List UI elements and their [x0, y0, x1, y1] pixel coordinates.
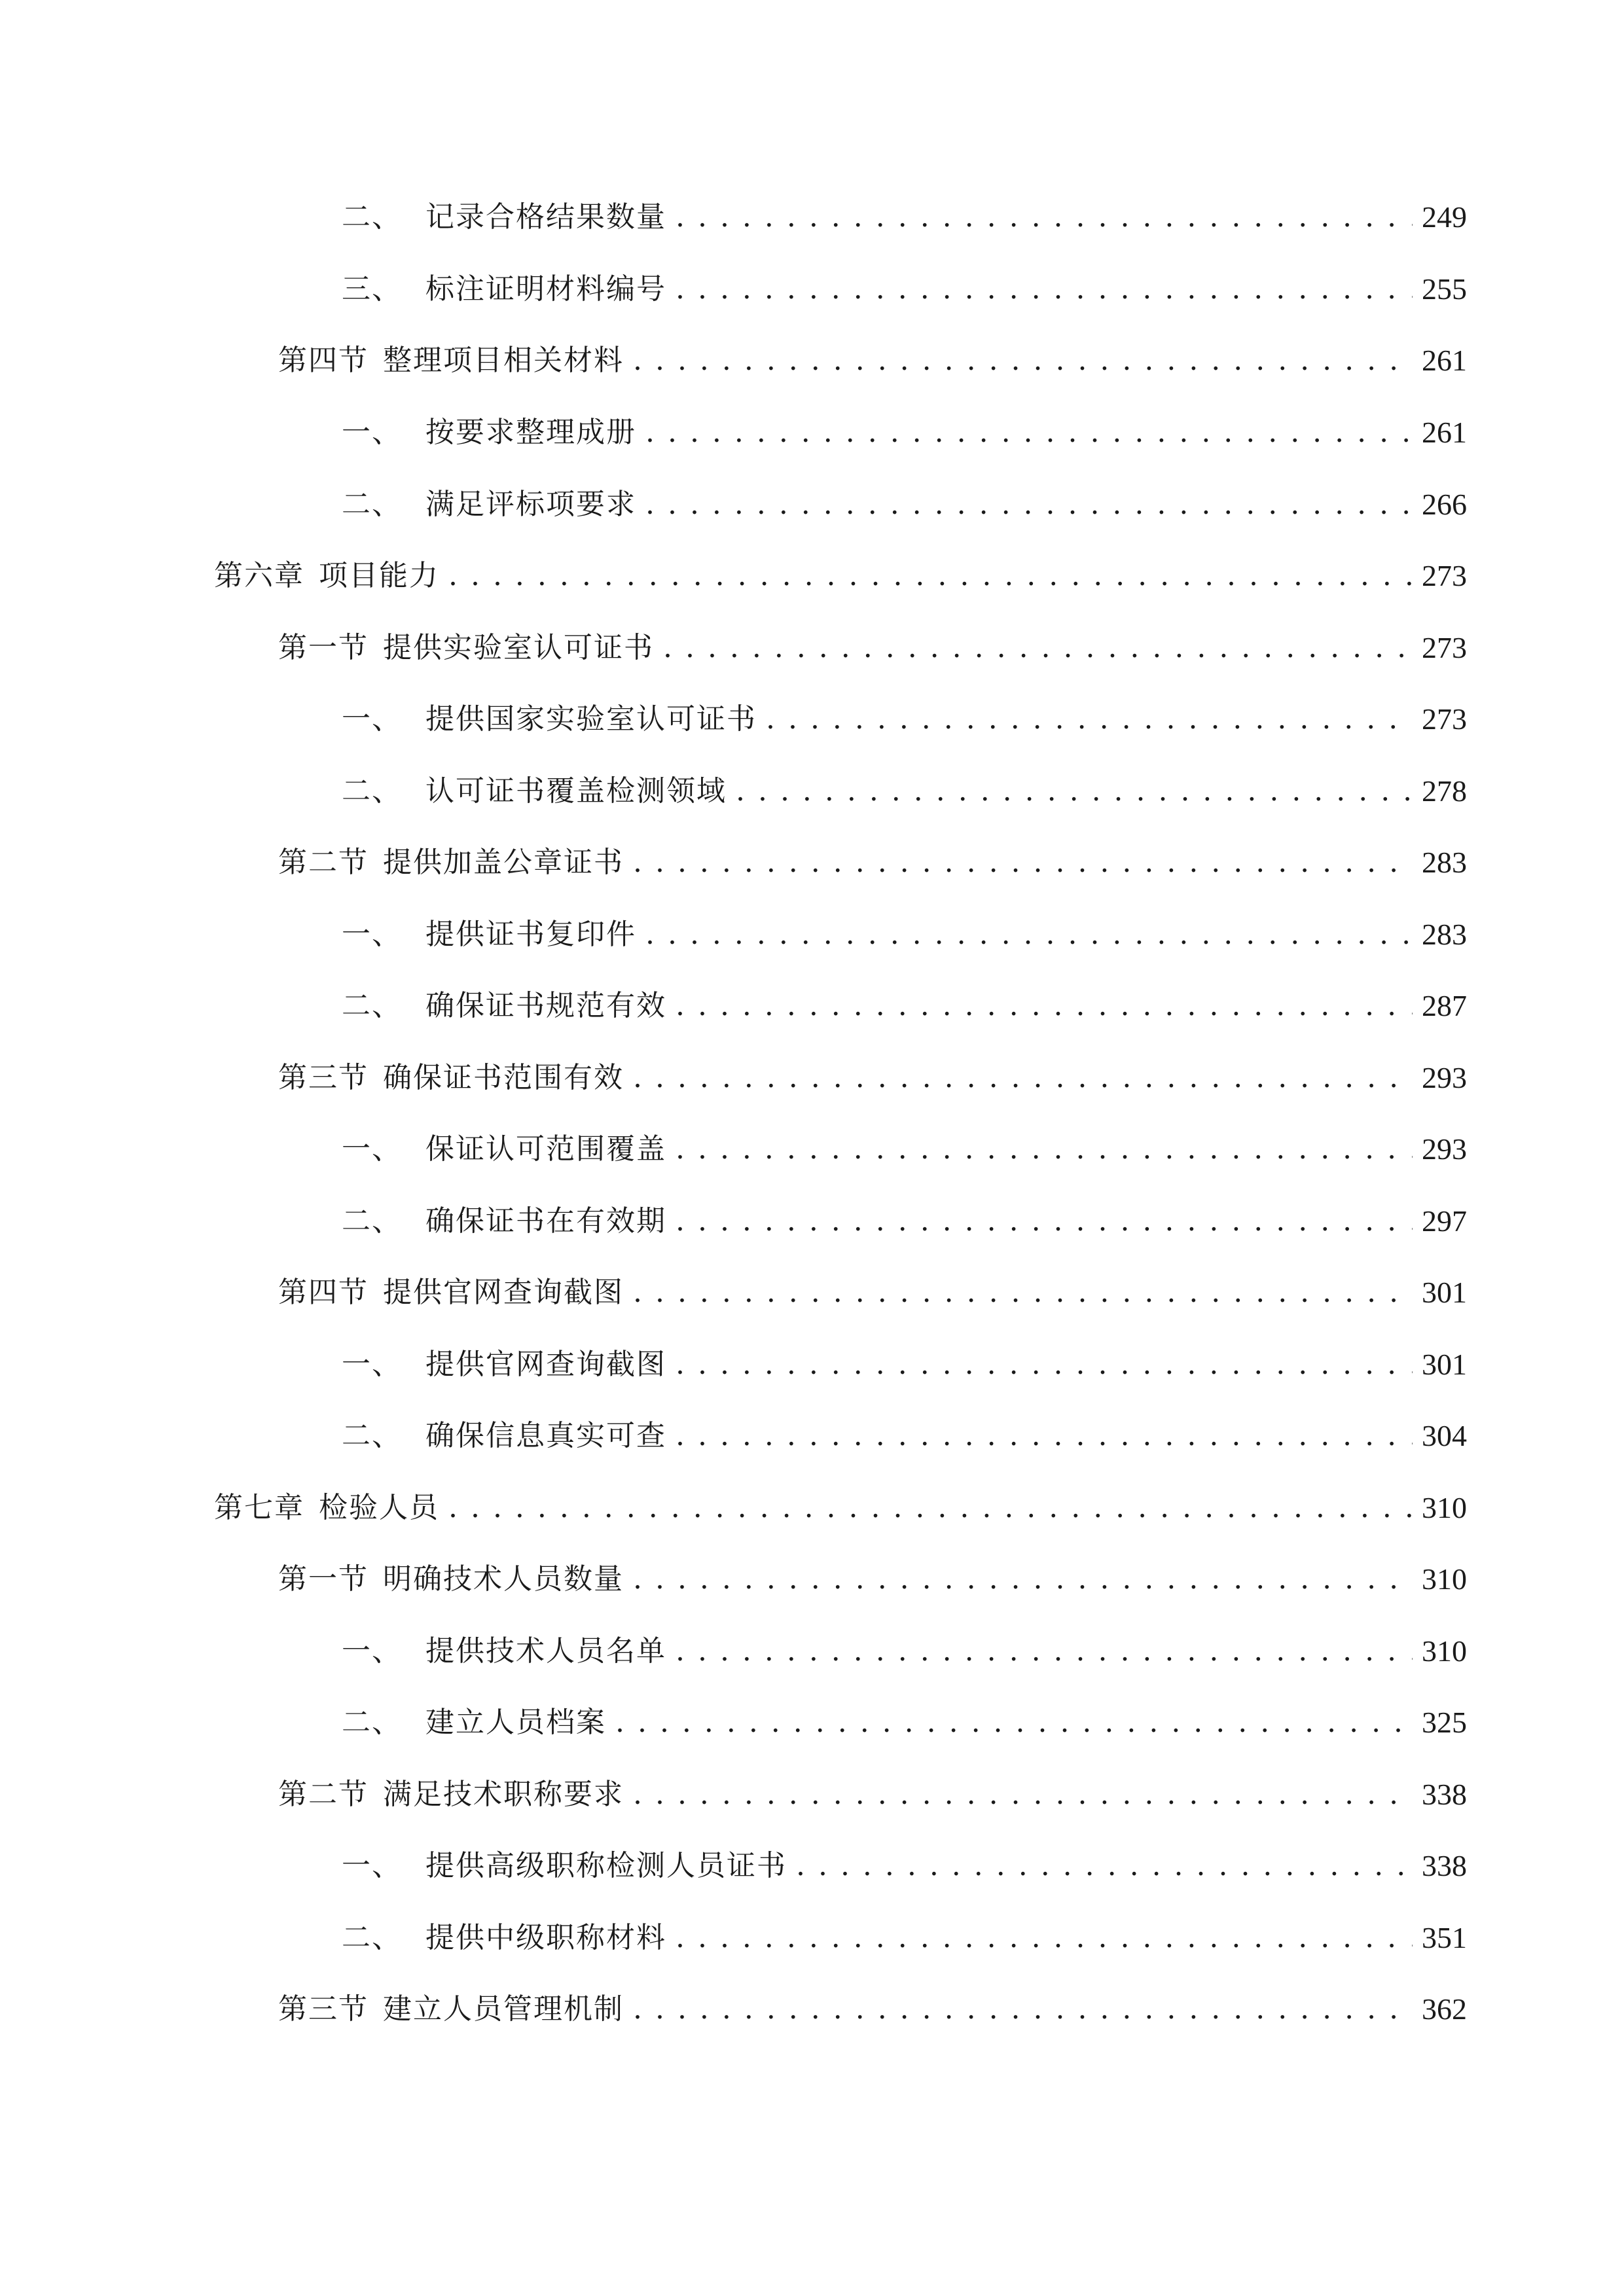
- toc-entry-number: 二、: [342, 774, 402, 808]
- toc-entry-title: 记录合格结果数量: [425, 200, 666, 234]
- toc-page-number: 310: [1422, 1634, 1467, 1668]
- toc-dot-leader: [645, 908, 1413, 961]
- toc-entry-title: 提供官网查询截图: [383, 1276, 624, 1309]
- toc-page-number: 273: [1422, 702, 1467, 736]
- toc-entry-number: 一、: [342, 1849, 402, 1882]
- toc-dot-leader: [633, 1553, 1413, 1605]
- toc-entry-number: 第二节: [278, 1778, 369, 1811]
- toc-entry-subitem[interactable]: [342, 693, 1467, 745]
- toc-entry-chapter[interactable]: [214, 550, 1467, 602]
- toc-dot-leader: [676, 1410, 1413, 1462]
- toc-dot-leader: [633, 1052, 1413, 1104]
- toc-entry-number: 第七章: [214, 1491, 304, 1524]
- toc-dot-leader: [676, 1912, 1413, 1964]
- toc-page-number: 304: [1422, 1419, 1467, 1452]
- toc-dot-leader: [615, 1696, 1413, 1749]
- toc-entry-subitem[interactable]: [342, 1195, 1467, 1247]
- toc-entry-subitem[interactable]: [342, 908, 1467, 961]
- toc-dot-leader: [676, 263, 1413, 315]
- toc-entry-number: 二、: [342, 1204, 402, 1238]
- toc-entry-title: 满足技术职称要求: [383, 1778, 624, 1811]
- toc-dot-leader: [676, 1625, 1413, 1677]
- toc-entry-title: 提供国家实验室认可证书: [425, 702, 757, 736]
- toc-dot-leader: [676, 191, 1413, 243]
- toc-entry-title: 确保证书规范有效: [425, 989, 666, 1022]
- toc-dot-leader: [633, 1266, 1413, 1319]
- toc-entry-title: 建立人员档案: [425, 1706, 606, 1739]
- toc-entry-title: 提供技术人员名单: [425, 1634, 666, 1668]
- toc-entry-title: 提供中级职称材料: [425, 1921, 666, 1954]
- toc-entry-title: 保证认可范围覆盖: [425, 1132, 666, 1166]
- toc-entry-subitem[interactable]: [342, 1840, 1467, 1892]
- toc-entry-number: 一、: [342, 1348, 402, 1381]
- toc-dot-leader: [633, 334, 1413, 387]
- toc-dot-leader: [633, 836, 1413, 889]
- toc-page-number: 293: [1422, 1061, 1467, 1094]
- toc-page-number: 266: [1422, 488, 1467, 521]
- toc-entry-number: 一、: [342, 1634, 402, 1668]
- toc-entry-number: 二、: [342, 1419, 402, 1452]
- toc-entry-section[interactable]: [278, 1266, 1467, 1319]
- toc-entry-number: 第四节: [278, 344, 369, 377]
- toc-page-number: 283: [1422, 846, 1467, 879]
- toc-entry-title: 按要求整理成册: [425, 416, 636, 449]
- toc-entry-section[interactable]: [278, 334, 1467, 387]
- toc-entry-title: 标注证明材料编号: [425, 272, 666, 306]
- toc-page-number: 287: [1422, 989, 1467, 1022]
- toc-page-number: 362: [1422, 1992, 1467, 2026]
- toc-dot-leader: [448, 550, 1413, 602]
- toc-entry-subitem[interactable]: [342, 1338, 1467, 1391]
- toc-entry-number: 第一节: [278, 631, 369, 664]
- toc-entry-title: 整理项目相关材料: [383, 344, 624, 377]
- toc-entry-title: 检验人员: [319, 1491, 439, 1524]
- toc-entry-title: 提供高级职称检测人员证书: [425, 1849, 787, 1882]
- toc-entry-title: 提供证书复印件: [425, 918, 636, 951]
- toc-page-number: 283: [1422, 918, 1467, 951]
- toc-entry-subitem[interactable]: [342, 191, 1467, 243]
- toc-page-number: 261: [1422, 416, 1467, 449]
- toc-dot-leader: [676, 1195, 1413, 1247]
- toc-entry-section[interactable]: [278, 1052, 1467, 1104]
- toc-entry-subitem[interactable]: [342, 980, 1467, 1032]
- toc-dot-leader: [645, 478, 1413, 531]
- toc-page-number: 338: [1422, 1778, 1467, 1811]
- toc-entry-subitem[interactable]: [342, 1625, 1467, 1677]
- toc-entry-section[interactable]: [278, 1553, 1467, 1605]
- toc-entry-number: 二、: [342, 1921, 402, 1954]
- toc-entry-title: 提供实验室认可证书: [383, 631, 654, 664]
- toc-entry-number: 第四节: [278, 1276, 369, 1309]
- toc-page-number: 255: [1422, 272, 1467, 306]
- toc-entry-number: 一、: [342, 1132, 402, 1166]
- toc-dot-leader: [676, 1338, 1413, 1391]
- toc-entry-title: 确保证书在有效期: [425, 1204, 666, 1238]
- toc-dot-leader: [796, 1840, 1413, 1892]
- toc-entry-subitem[interactable]: [342, 406, 1467, 459]
- toc-entry-number: 三、: [342, 272, 402, 306]
- toc-page-number: 261: [1422, 344, 1467, 377]
- toc-entry-subitem[interactable]: [342, 1696, 1467, 1749]
- toc-entry-subitem[interactable]: [342, 765, 1467, 817]
- toc-entry-number: 二、: [342, 1706, 402, 1739]
- toc-entry-title: 提供加盖公章证书: [383, 846, 624, 879]
- toc-page-number: 273: [1422, 559, 1467, 592]
- toc-entry-subitem[interactable]: [342, 263, 1467, 315]
- toc-page-number: 249: [1422, 200, 1467, 234]
- toc-entry-subitem[interactable]: [342, 1410, 1467, 1462]
- toc-entry-subitem[interactable]: [342, 478, 1467, 531]
- toc-page-number: 310: [1422, 1491, 1467, 1524]
- toc-entry-title: 认可证书覆盖检测领域: [425, 774, 727, 808]
- toc-entry-subitem[interactable]: [342, 1912, 1467, 1964]
- toc-page-number: 293: [1422, 1132, 1467, 1166]
- toc-entry-number: 第三节: [278, 1061, 369, 1094]
- toc-page-number: 301: [1422, 1348, 1467, 1381]
- toc-entry-title: 明确技术人员数量: [383, 1562, 624, 1596]
- toc-entry-section[interactable]: [278, 1768, 1467, 1821]
- toc-entry-title: 提供官网查询截图: [425, 1348, 666, 1381]
- toc-entry-section[interactable]: [278, 836, 1467, 889]
- toc-entry-number: 二、: [342, 989, 402, 1022]
- toc-page-number: 273: [1422, 631, 1467, 664]
- toc-dot-leader: [676, 1123, 1413, 1175]
- toc-page-number: 325: [1422, 1706, 1467, 1739]
- toc-page-number: 338: [1422, 1849, 1467, 1882]
- toc-entry-number: 一、: [342, 416, 402, 449]
- toc-entry-number: 二、: [342, 200, 402, 234]
- toc-dot-leader: [766, 693, 1413, 745]
- toc-entry-title: 确保证书范围有效: [383, 1061, 624, 1094]
- toc-dot-leader: [448, 1482, 1413, 1534]
- toc-dot-leader: [645, 406, 1413, 459]
- toc-entry-chapter[interactable]: [214, 1482, 1467, 1534]
- toc-entry-title: 满足评标项要求: [425, 488, 636, 521]
- toc-page-number: 278: [1422, 774, 1467, 808]
- toc-entry-subitem[interactable]: [342, 1123, 1467, 1175]
- toc-page-number: 310: [1422, 1562, 1467, 1596]
- toc-entry-title: 确保信息真实可查: [425, 1419, 666, 1452]
- toc-entry-title: 建立人员管理机制: [383, 1992, 624, 2026]
- toc-dot-leader: [663, 622, 1413, 674]
- toc-entry-number: 第六章: [214, 559, 304, 592]
- toc-entry-section[interactable]: [278, 1983, 1467, 2036]
- toc-dot-leader: [676, 980, 1413, 1032]
- toc-entry-section[interactable]: [278, 622, 1467, 674]
- toc-entry-title: 项目能力: [319, 559, 439, 592]
- toc-page-number: 297: [1422, 1204, 1467, 1238]
- toc-entry-number: 第三节: [278, 1992, 369, 2026]
- toc-entry-number: 二、: [342, 488, 402, 521]
- toc-entry-number: 第二节: [278, 846, 369, 879]
- toc-page-number: 301: [1422, 1276, 1467, 1309]
- toc-dot-leader: [736, 765, 1413, 817]
- toc-dot-leader: [633, 1768, 1413, 1821]
- toc-entry-number: 一、: [342, 702, 402, 736]
- toc-page-number: 351: [1422, 1921, 1467, 1954]
- toc-dot-leader: [633, 1983, 1413, 2036]
- toc-entry-number: 第一节: [278, 1562, 369, 1596]
- toc-entry-number: 一、: [342, 918, 402, 951]
